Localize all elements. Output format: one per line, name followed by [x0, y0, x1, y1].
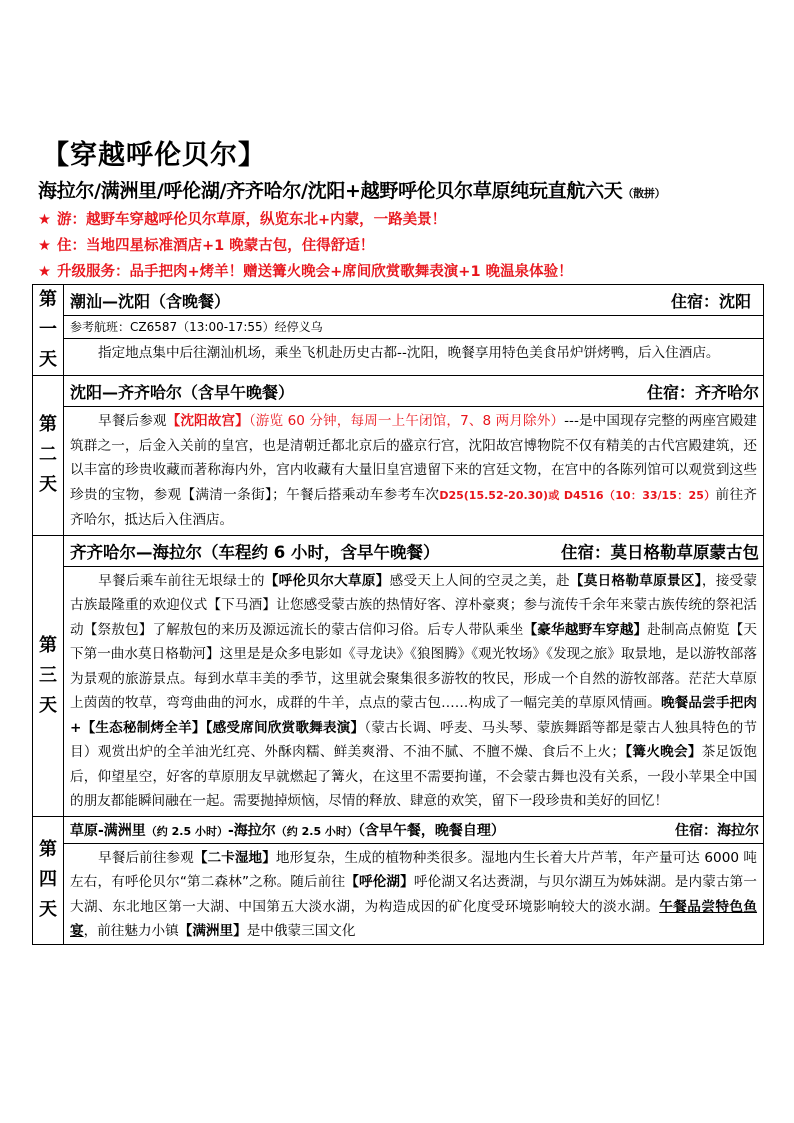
day-description: 早餐后前往参观【二卡湿地】地形复杂，生成的植物种类很多。湿地内生长着大片芦苇，年产量可达 6000 吨左右，有呼伦贝尔“第二森林”之称。随后前往【呼伦湖】呼伦湖又名达赉湖，与贝尔湖互为姊妹湖。是内蒙古第一大湖、东北地区第一大湖、中国第五大淡水湖，为构造成因的矿化度受环境影响较大的淡水湖。午餐品尝特色鱼宴，前往魅力小镇【满洲里】是中俄蒙三国文化: [70, 849, 758, 939]
table-row: [33, 816, 764, 944]
day-route: 草原-满洲里（约 2.5 小时）-海拉尔（约 2.5 小时）（含早午餐，晚餐自理）: [70, 822, 505, 839]
day-header: [64, 817, 763, 844]
highlight-item: [38, 207, 778, 233]
day-content-cell: [64, 816, 764, 944]
highlight-item: [38, 233, 778, 259]
day-label: 第 四 天: [39, 839, 57, 920]
star-icon: ★: [38, 212, 51, 228]
day-label-cell: [33, 285, 64, 376]
day-label-cell: [33, 816, 64, 944]
day-label-cell: [33, 376, 64, 536]
day-label: 第 二 天: [39, 414, 57, 496]
day-stay: 住宿：莫日格勒草原蒙古包: [561, 542, 759, 562]
page-title: 【穿越呼伦贝尔】: [42, 140, 266, 171]
day-header: [64, 536, 763, 567]
day-label: 第 三 天: [39, 634, 57, 716]
day-label-cell: [33, 535, 64, 816]
day-content-cell: [64, 535, 764, 816]
table-row: [33, 535, 764, 816]
day-header: [64, 285, 763, 316]
day-description: 早餐后参观【沈阳故宫】（游览 60 分钟，每周一上午闭馆，7、8 两月除外）---是中国现存完整的两座宫殿建筑群之一，后金入关前的皇宫，也是清朝迁都北京后的盛京行宫，沈阳故宫博物院不仅有精美的古代宫殿建筑，还以丰富的珍贵收藏而著称海内外，宫内收藏有大量旧皇宫遗留下来的宫廷文物，在宫中的各陈列馆可以观赏到这些珍贵的宝物，参观【满清一条街】；午餐后搭乘动车参考车次D25(15.52-20.30)或 D4516（10：33/15：25）前往齐齐哈尔，抵达后入住酒店。: [70, 413, 758, 528]
day-route: 沈阳—齐齐哈尔（含早午晚餐）: [70, 382, 295, 402]
day-header: [64, 376, 763, 407]
day-route: 齐齐哈尔—海拉尔（车程约 6 小时，含早午晚餐）: [70, 542, 440, 562]
itinerary-table: [32, 284, 764, 945]
highlight-text: 升级服务：品手把肉+烤羊！赠送篝火晚会+席间欣赏歌舞表演+1 晚温泉体验！: [57, 264, 573, 280]
highlight-text: 游：越野车穿越呼伦贝尔草原，纵览东北+内蒙，一路美景！: [57, 212, 447, 228]
day-content-cell: [64, 376, 764, 536]
table-row: [33, 376, 764, 536]
subtitle-tag: （散拼）: [622, 187, 666, 200]
highlight-text: 住：当地四星标准酒店+1 晚蒙古包，住得舒适！: [57, 238, 375, 254]
highlights-list: [38, 207, 778, 285]
day-stay: 住宿：沈阳: [670, 291, 751, 311]
highlight-item: [38, 259, 778, 285]
star-icon: ★: [38, 238, 51, 254]
day-stay: 住宿：海拉尔: [675, 822, 759, 839]
day-description: 早餐后乘车前往无垠绿士的【呼伦贝尔大草原】感受天上人间的空灵之美，赴【莫日格勒草原景区】，接受蒙古族最隆重的欢迎仪式【下马酒】让您感受蒙古族的热情好客、淳朴豪爽；参与流传千余年来蒙古族传统的祭祀活动【祭敖包】了解敖包的来历及源远流长的蒙古信仰习俗。后专人带队乘坐【豪华越野车穿越】赴制高点俯览【天下第一曲水莫日格勒河】这里是是众多电影如《寻龙诀》《狼图腾》《观光牧场》《发现之旅》取景地，是以游牧部落为景观的旅游景点。每到水草丰美的季节，这里就会聚集很多游牧的牧民，形成一个自然的游牧部落。茫茫大草原上茵茵的牧草，弯弯曲曲的河水，成群的牛羊，点点的蒙古包……构成了一幅完美的草原风情画。晚餐品尝手把肉+【生态秘制烤全羊】【感受席间欣赏歌舞表演】（蒙古长调、呼麦、马头琴、蒙族舞蹈等都是蒙古人独具特色的节目）观赏出炉的全羊油光红亮、外酥肉糯、鲜美爽滑、不油不腻、不膻不燥、食后不上火；【篝火晚会】茶足饭饱后，仰望星空，好客的草原朋友早就燃起了篝火，在这里不需要拘谨，不会蒙古舞也没有关系，一段小苹果全中国的朋友都能瞬间融在一起。需要抛掉烦恼，尽情的释放、肆意的欢笑，留下一段珍贵和美好的回忆！: [70, 572, 758, 809]
day-stay: 住宿：齐齐哈尔: [646, 382, 759, 402]
flight-info: 参考航班：CZ6587（13:00-17:55）经停义乌: [64, 316, 763, 339]
subtitle-main: 海拉尔/满洲里/呼伦湖/齐齐哈尔/沈阳+越野呼伦贝尔草原纯玩直航六天: [38, 180, 623, 202]
page-subtitle: [38, 176, 665, 203]
day-route: 潮汕—沈阳（含晚餐）: [70, 291, 231, 311]
day-description: 指定地点集中后往潮汕机场，乘坐飞机赴历史古都--沈阳，晚餐享用特色美食吊炉饼烤鸭，后入住酒店。: [98, 345, 720, 361]
table-row: [33, 285, 764, 376]
day-content-cell: [64, 285, 764, 376]
day-label: 第 一 天: [39, 289, 57, 370]
star-icon: ★: [38, 264, 51, 280]
